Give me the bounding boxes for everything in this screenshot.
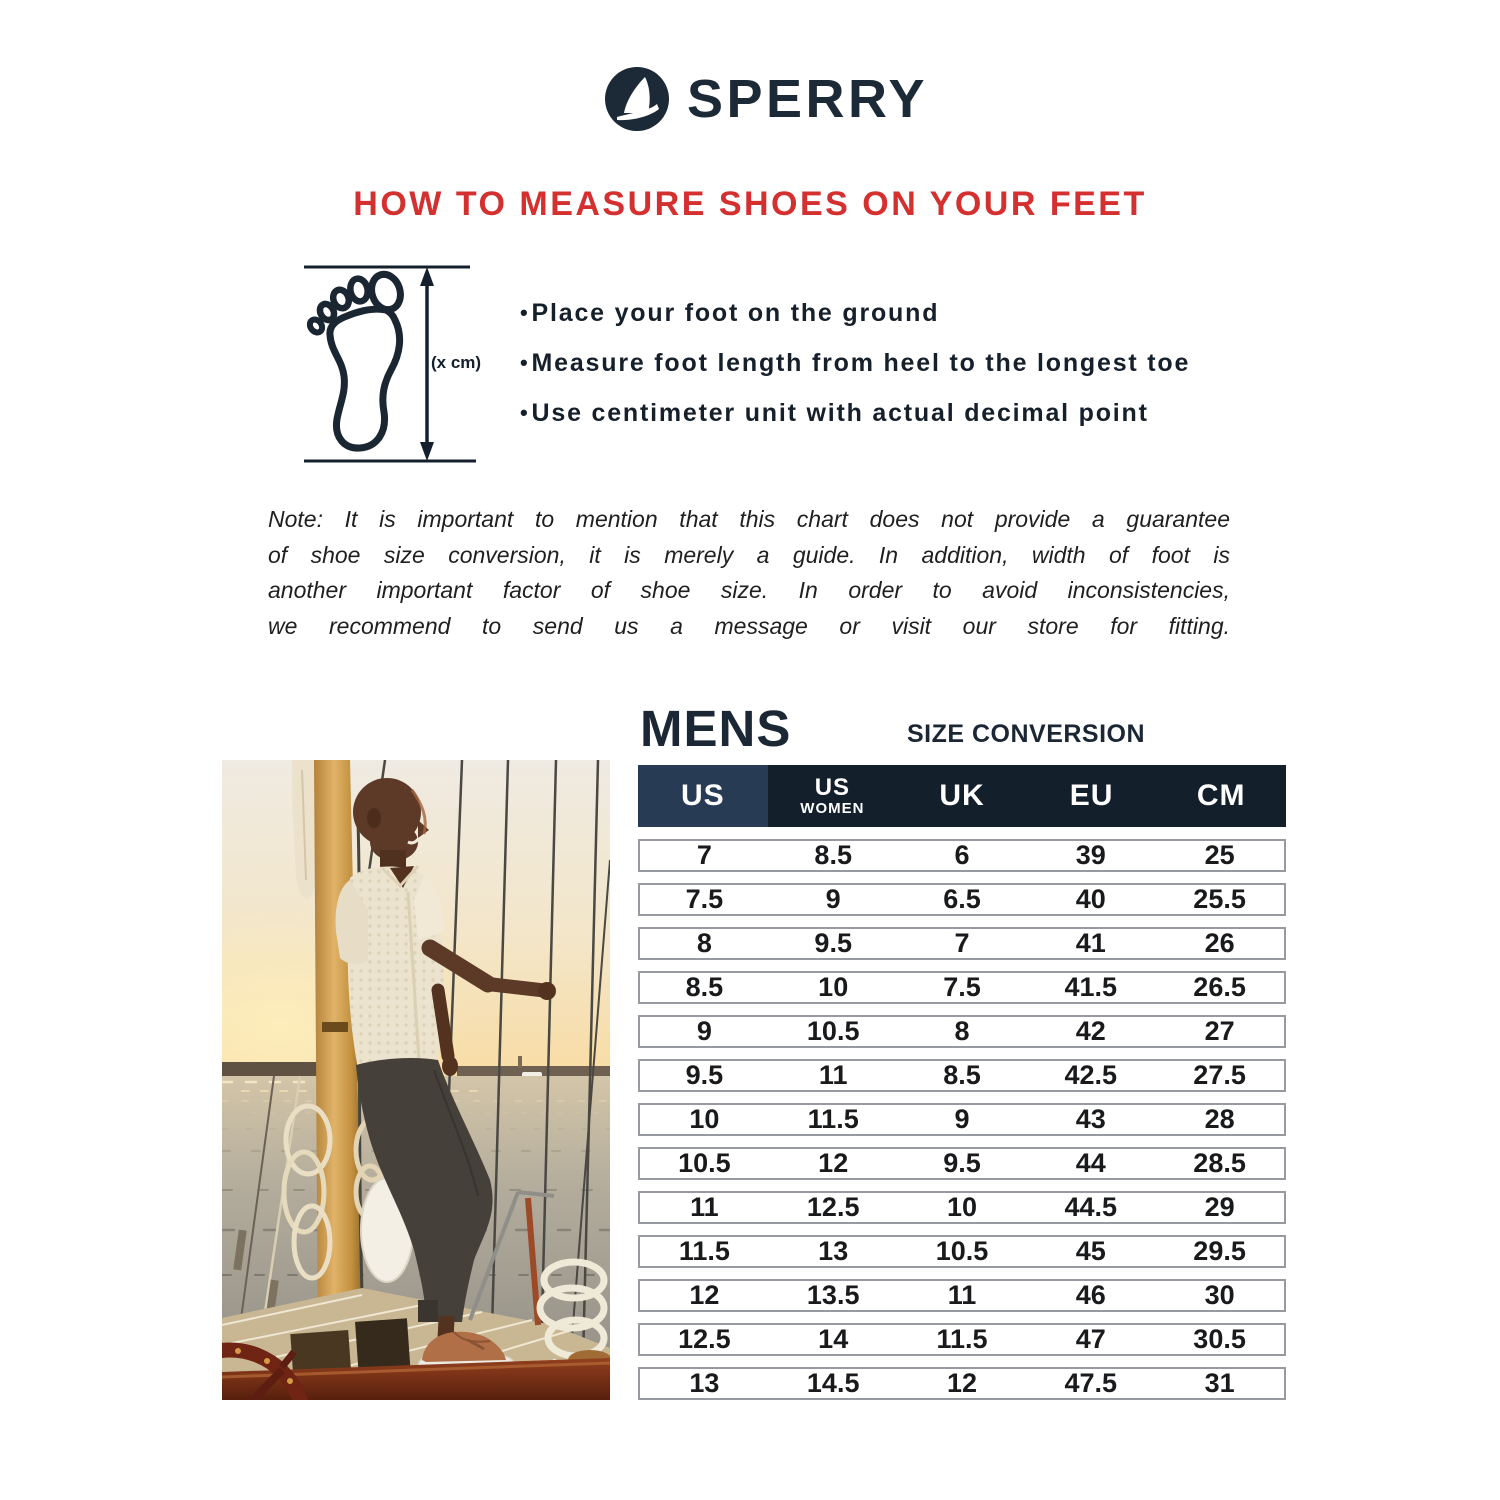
size-cell: 41.5 xyxy=(1064,972,1118,1002)
size-cell: 12.5 xyxy=(806,1192,860,1222)
size-cell: 14 xyxy=(818,1324,849,1354)
size-cell: 9 xyxy=(954,1104,970,1134)
size-cell: 28.5 xyxy=(1193,1148,1246,1178)
size-cell: 10.5 xyxy=(678,1148,731,1178)
size-cell: 40 xyxy=(1075,884,1106,914)
bullet-text: Measure foot length from heel to the longest toe xyxy=(531,348,1191,377)
table-row xyxy=(638,1235,1286,1268)
size-cell: 44 xyxy=(1075,1148,1106,1178)
table-row xyxy=(638,1191,1286,1224)
column-header-eu xyxy=(1027,765,1157,827)
size-cell: 45 xyxy=(1075,1236,1106,1266)
size-cell: 42.5 xyxy=(1064,1060,1118,1090)
bullet-text: Place your foot on the ground xyxy=(531,298,940,327)
size-cell: 39 xyxy=(1075,840,1106,870)
size-cell: 8.5 xyxy=(685,972,724,1002)
column-sublabel: WOMEN xyxy=(800,800,865,817)
brand-logo xyxy=(605,67,928,131)
column-header-uk xyxy=(897,765,1027,827)
size-cell: 47 xyxy=(1075,1324,1106,1354)
size-cell: 9.5 xyxy=(814,928,852,958)
size-cell: 29 xyxy=(1204,1192,1235,1222)
size-cell: 42 xyxy=(1075,1016,1106,1046)
size-cell: 11.5 xyxy=(807,1104,859,1134)
sailboat-icon xyxy=(605,67,669,131)
column-header-us-women xyxy=(768,765,898,827)
measure-instructions xyxy=(520,288,1190,438)
size-cell: 7 xyxy=(954,928,970,958)
size-cell: 10.5 xyxy=(806,1016,860,1046)
size-cell: 13 xyxy=(689,1368,720,1398)
size-cell: 26 xyxy=(1204,928,1235,958)
table-row xyxy=(638,1059,1286,1092)
size-cell: 9.5 xyxy=(685,1060,724,1090)
measure-bullet xyxy=(520,388,1190,438)
table-row xyxy=(638,1279,1286,1312)
size-cell: 9.5 xyxy=(943,1148,981,1178)
size-cell: 43 xyxy=(1075,1104,1106,1134)
size-cell: 9 xyxy=(825,884,841,914)
size-cell: 14.5 xyxy=(806,1368,860,1398)
size-cell: 25.5 xyxy=(1193,884,1246,914)
table-row xyxy=(638,1367,1286,1400)
measure-bullet xyxy=(520,338,1190,388)
size-cell: 9 xyxy=(696,1016,712,1046)
size-cell: 26.5 xyxy=(1193,972,1246,1002)
lifestyle-photo xyxy=(222,760,610,1400)
brand-wordmark: SPERRY xyxy=(687,69,929,129)
column-label: US xyxy=(680,779,725,812)
table-row xyxy=(638,1015,1286,1048)
note-line: Note: It is important to mention that this chart does not provide a guarantee xyxy=(268,506,1230,532)
size-cell: 11.5 xyxy=(936,1324,988,1354)
size-cell: 28 xyxy=(1204,1104,1235,1134)
photo-hand-gripping-stay xyxy=(538,982,556,1000)
bullet-dot: • xyxy=(520,300,530,325)
table-row xyxy=(638,971,1286,1004)
size-cell: 8 xyxy=(954,1016,970,1046)
size-cell: 27 xyxy=(1204,1016,1235,1046)
size-cell: 8 xyxy=(696,928,712,958)
column-header-cm xyxy=(1156,765,1286,827)
column-header-us xyxy=(638,765,768,827)
size-cell: 10 xyxy=(689,1104,720,1134)
bullet-dot: • xyxy=(520,350,530,375)
foot-measure-diagram xyxy=(300,256,482,470)
column-label: EU xyxy=(1069,779,1114,812)
size-cell: 7 xyxy=(696,840,712,870)
size-cell: 10 xyxy=(946,1192,978,1222)
size-cell: 27.5 xyxy=(1193,1060,1246,1090)
footprint-icon xyxy=(307,271,405,449)
size-cell: 7.5 xyxy=(943,972,981,1002)
measure-bullet xyxy=(520,288,1190,338)
bullet-dot: • xyxy=(520,400,530,425)
table-row xyxy=(638,883,1286,916)
bullet-text: Use centimeter unit with actual decimal point xyxy=(531,398,1149,427)
size-cell: 29.5 xyxy=(1193,1236,1246,1266)
size-cell: 41 xyxy=(1075,928,1106,958)
size-cell: 25 xyxy=(1204,840,1235,870)
size-cell: 12 xyxy=(818,1148,849,1178)
size-cell: 6 xyxy=(954,840,970,870)
page-title: HOW TO MEASURE SHOES ON YOUR FEET xyxy=(353,185,1147,223)
size-cell: 8.5 xyxy=(814,840,852,870)
measure-unit-label: (x cm) xyxy=(431,353,482,372)
size-cell: 44.5 xyxy=(1064,1192,1118,1222)
size-cell: 7.5 xyxy=(685,884,724,914)
table-row xyxy=(638,1147,1286,1180)
size-cell: 47.5 xyxy=(1064,1368,1118,1398)
note-line: another important factor of shoe size. In order to avoid inconsistencies, xyxy=(268,577,1230,603)
table-row xyxy=(638,839,1286,872)
size-cell: 13.5 xyxy=(806,1280,860,1310)
mens-section-title: MENS xyxy=(640,700,792,757)
size-cell: 12 xyxy=(946,1368,978,1398)
size-cell: 6.5 xyxy=(943,884,981,914)
disclaimer-note xyxy=(268,502,1230,644)
size-cell: 30 xyxy=(1204,1280,1235,1310)
size-conversion-title: SIZE CONVERSION xyxy=(906,720,1146,748)
table-row xyxy=(638,927,1286,960)
size-cell: 31 xyxy=(1204,1368,1235,1398)
table-row xyxy=(638,1323,1286,1356)
note-line: we recommend to send us a message or visit our store for fitting. xyxy=(268,612,1230,639)
column-label: UK xyxy=(939,779,985,812)
note-line: of shoe size conversion, it is merely a guide. In addition, width of foot is xyxy=(268,541,1230,568)
size-cell: 46 xyxy=(1075,1280,1106,1310)
size-cell: 10 xyxy=(818,972,849,1002)
size-cell: 11.5 xyxy=(678,1236,730,1266)
size-cell: 11 xyxy=(947,1280,977,1310)
size-cell: 10.5 xyxy=(935,1236,989,1266)
size-cell: 13 xyxy=(818,1236,849,1266)
size-cell: 30.5 xyxy=(1193,1324,1246,1354)
size-table-header xyxy=(638,765,1286,827)
column-label: US xyxy=(814,774,851,801)
size-cell: 12 xyxy=(689,1280,720,1310)
size-cell: 12.5 xyxy=(678,1324,731,1354)
table-row xyxy=(638,1103,1286,1136)
size-cell: 11 xyxy=(818,1060,848,1090)
size-cell: 11 xyxy=(690,1192,719,1222)
column-label: CM xyxy=(1196,779,1246,812)
size-table xyxy=(638,839,1286,1411)
size-cell: 8.5 xyxy=(943,1060,981,1090)
